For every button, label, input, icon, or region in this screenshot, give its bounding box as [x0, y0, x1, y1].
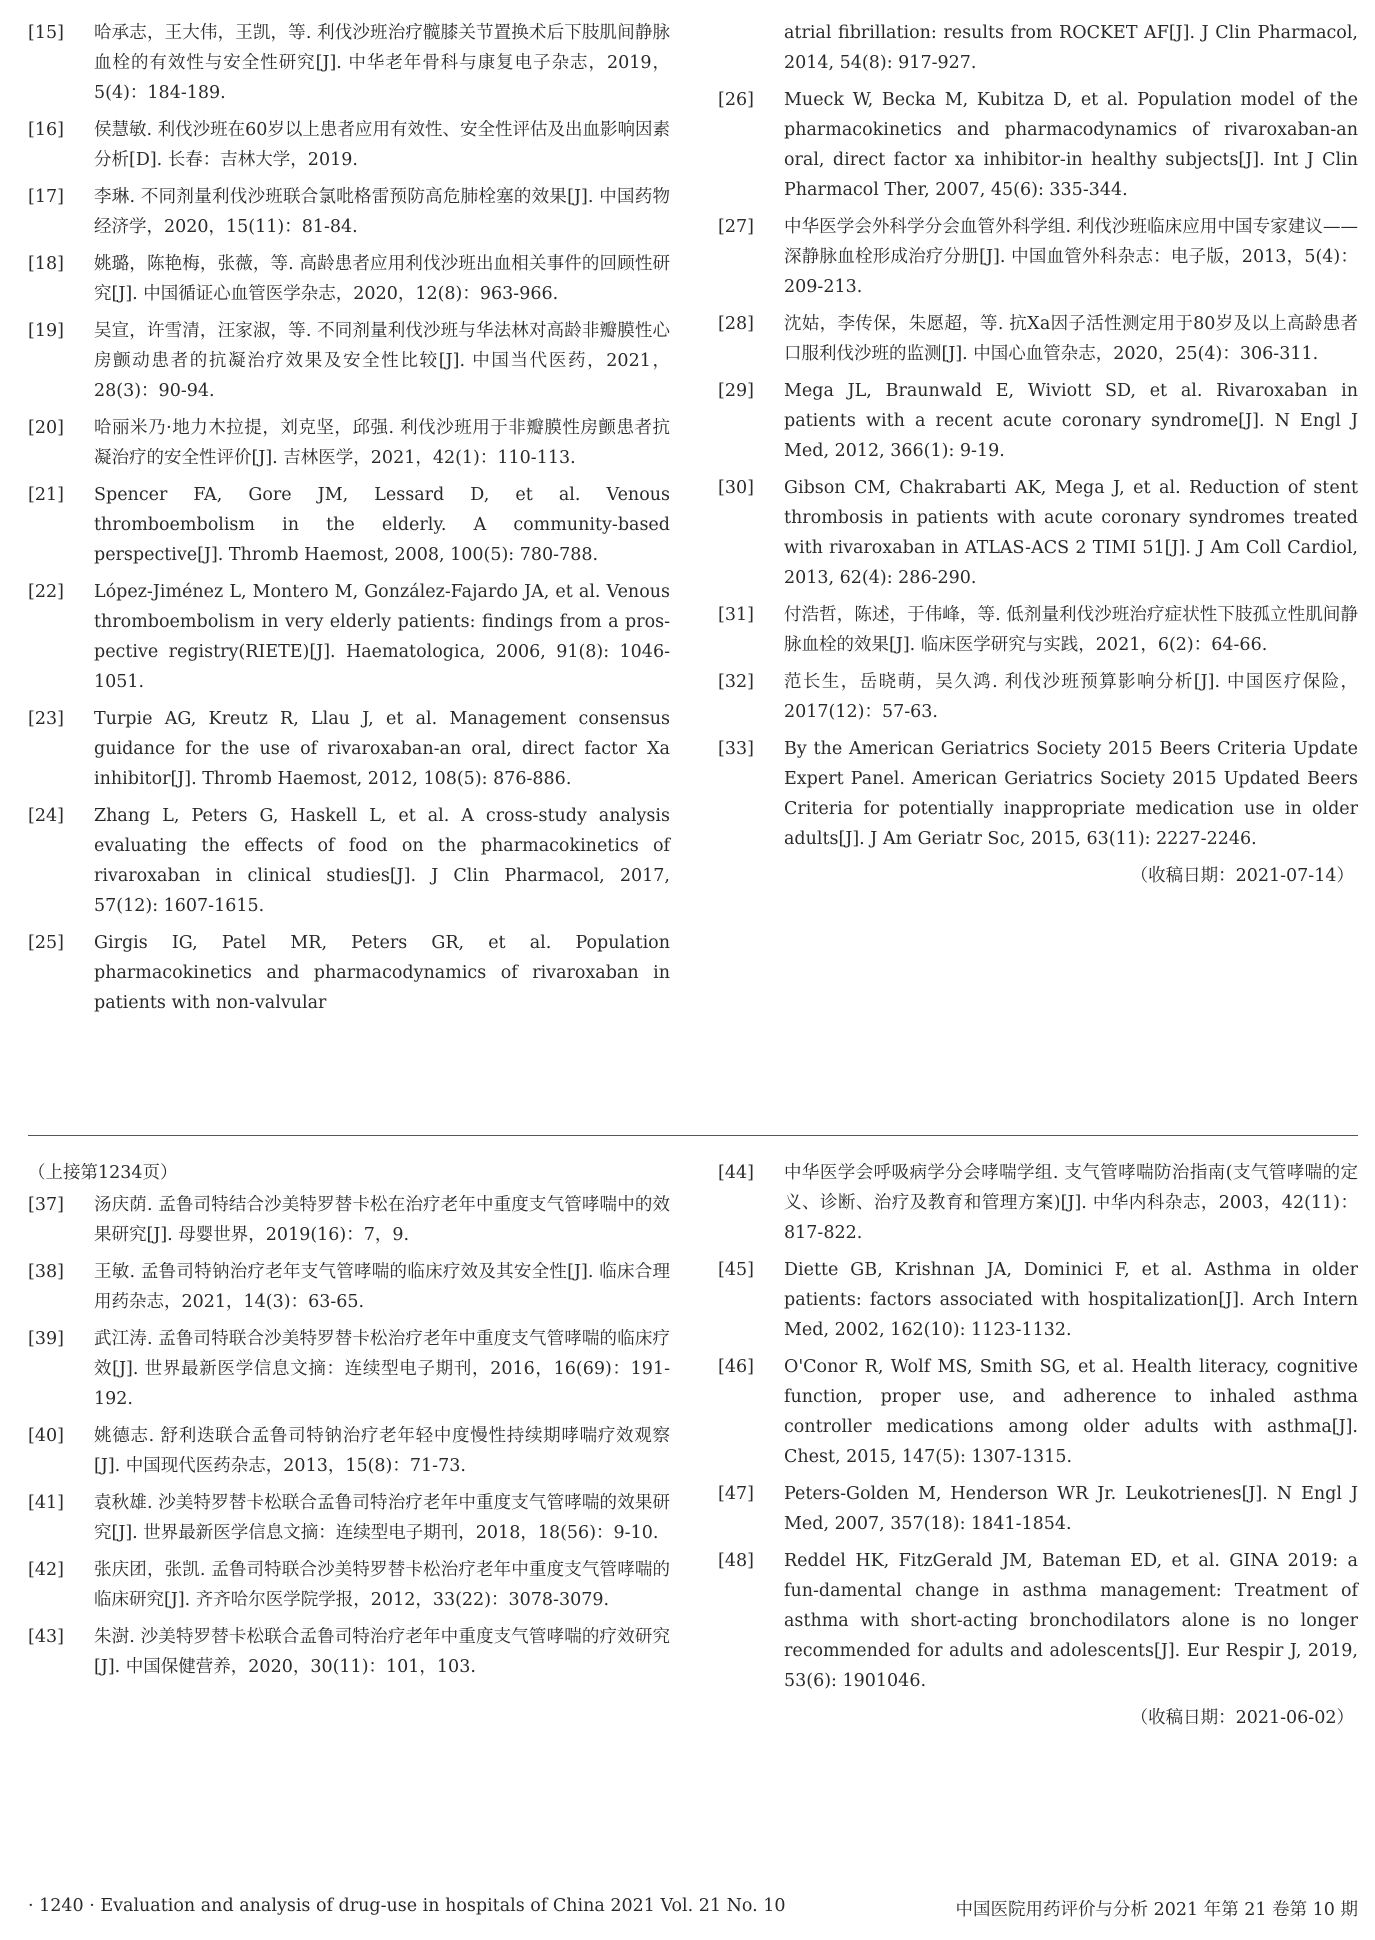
reference-item — [28, 704, 670, 794]
reference-number: [28] — [718, 314, 754, 334]
reference-text: 中华医学会呼吸病学分会哮喘学组. 支气管哮喘防治指南(支气管哮喘的定义、诊断、治疗及教育和管理方案)[J]. 中华内科杂志，2003，42(11)：817-822. — [784, 1163, 1358, 1243]
reference-number: [21] — [28, 485, 64, 505]
reference-item — [28, 115, 670, 175]
reference-text: 哈承志，王大伟，王凯，等. 利伐沙班治疗髋膝关节置换术后下肢肌间静脉血栓的有效性与安全性研究[J]. 中华老年骨科与康复电子杂志，2019，5(4)：184-189. — [94, 23, 670, 103]
reference-number: [15] — [28, 23, 64, 43]
reference-number: [43] — [28, 1627, 64, 1647]
reference-item — [28, 1190, 670, 1250]
reference-text: Mega JL, Braunwald E, Wiviott SD, et al. Rivaroxaban in patients with a recent acute coronary syndrome[J]. N Engl J Med, 2012, 366(1): 9-19. — [784, 381, 1358, 461]
reference-text: 李琳. 不同剂量利伐沙班联合氯吡格雷预防高危肺栓塞的效果[J]. 中国药物经济学，2020，15(11)：81-84. — [94, 187, 670, 237]
reference-item — [718, 1158, 1358, 1248]
reference-text: 王敏. 孟鲁司特钠治疗老年支气管哮喘的临床疗效及其安全性[J]. 临床合理用药杂志，2021，14(3)：63-65. — [94, 1262, 670, 1312]
received-date: （收稿日期：2021-06-02） — [1130, 1708, 1354, 1728]
reference-number: [38] — [28, 1262, 64, 1282]
reference-item — [28, 1324, 670, 1414]
reference-text: Zhang L, Peters G, Haskell L, et al. A cross-study analysis evaluating the effects of food on the pharmacokinetics of rivaroxaban in clinical studies[J]. J Clin Pharmacol, 2017, 57(12): 1607-1615. — [94, 806, 670, 916]
received-date: （收稿日期：2021-07-14） — [1130, 866, 1354, 886]
reference-number: [23] — [28, 709, 64, 729]
reference-text: 汤庆荫. 孟鲁司特结合沙美特罗替卡松在治疗老年中重度支气管哮喘中的效果研究[J]. 母婴世界，2019(16)：7，9. — [94, 1195, 670, 1245]
continued-from-note: （上接第1234页） — [28, 1163, 178, 1183]
reference-item — [28, 413, 670, 473]
reference-number: [26] — [718, 90, 754, 110]
reference-text: Peters-Golden M, Henderson WR Jr. Leukotrienes[J]. N Engl J Med, 2007, 357(18): 1841-1854. — [784, 1484, 1358, 1534]
reference-number: [22] — [28, 582, 64, 602]
reference-number: [41] — [28, 1493, 64, 1513]
page-footer — [28, 1896, 1358, 1921]
reference-text: López-Jiménez L, Montero M, González-Fajardo JA, et al. Venous thromboembolism in very elderly patients: findings from a pros-pective registry(RIETE)[J]. Haematologica, 2006, 91(8): 1046-1051. — [94, 582, 670, 692]
reference-text: 姚璐，陈艳梅，张薇，等. 高龄患者应用利伐沙班出血相关事件的回顾性研究[J]. 中国循证心血管医学杂志，2020，12(8)：963-966. — [94, 254, 670, 304]
reference-number: [47] — [718, 1484, 754, 1504]
reference-number: [44] — [718, 1163, 754, 1183]
reference-item — [28, 480, 670, 570]
reference-text: Girgis IG, Patel MR, Peters GR, et al. Population pharmacokinetics and pharmacodynamics of rivaroxaban in patients with non-valvular — [94, 933, 670, 1013]
reference-number: [40] — [28, 1426, 64, 1446]
reference-item — [28, 316, 670, 406]
reference-number: [27] — [718, 217, 754, 237]
reference-item — [718, 734, 1358, 854]
reference-item — [718, 376, 1358, 466]
reference-item — [718, 600, 1358, 660]
reference-item — [718, 85, 1358, 205]
reference-item — [28, 1555, 670, 1615]
reference-text: 袁秋雄. 沙美特罗替卡松联合孟鲁司特治疗老年中重度支气管哮喘的效果研究[J]. 世界最新医学信息文摘：连续型电子期刊，2018，18(56)：9-10. — [94, 1493, 670, 1543]
reference-text: 付浩哲，陈述，于伟峰，等. 低剂量利伐沙班治疗症状性下肢孤立性肌间静脉血栓的效果[J]. 临床医学研究与实践，2021，6(2)：64-66. — [784, 605, 1358, 655]
reference-item — [28, 1257, 670, 1317]
reference-continuation: atrial fibrillation: results from ROCKET AF[J]. J Clin Pharmacol, 2014, 54(8): 917-927. — [784, 23, 1358, 73]
reference-text: 吴宣，许雪清，汪家淑，等. 不同剂量利伐沙班与华法林对高龄非瓣膜性心房颤动患者的抗凝治疗效果及安全性比较[J]. 中国当代医药，2021，28(3)：90-94. — [94, 321, 670, 401]
reference-item — [28, 801, 670, 921]
reference-text: 中华医学会外科学分会血管外科学组. 利伐沙班临床应用中国专家建议——深静脉血栓形成治疗分册[J]. 中国血管外科杂志：电子版，2013，5(4)：209-213. — [784, 217, 1358, 297]
reference-text: 沈姑，李传保，朱愿超，等. 抗Ⅹa因子活性测定用于80岁及以上高龄患者口服利伐沙班的监测[J]. 中国心血管杂志，2020，25(4)：306-311. — [784, 314, 1358, 364]
reference-text: 哈丽米乃·地力木拉提，刘克坚，邱强. 利伐沙班用于非瓣膜性房颤患者抗凝治疗的安全性评价[J]. 吉林医学，2021，42(1)：110-113. — [94, 418, 670, 468]
reference-item — [718, 1255, 1358, 1345]
reference-number: [17] — [28, 187, 64, 207]
reference-number: [31] — [718, 605, 754, 625]
references-bottom-left — [28, 1158, 670, 1689]
footer-journal-en: · 1240 · Evaluation and analysis of drug-use in hospitals of China 2021 Vol. 21 No. 10 — [28, 1896, 786, 1916]
reference-number: [33] — [718, 739, 754, 759]
reference-text: Reddel HK, FitzGerald JM, Bateman ED, et al. GINA 2019: a fun-damental change in asthma management: Treatment of asthma with short-acting bronchodilators alone is no longer recommended for adults and adolescents[J]. Eur Respir J, 2019, 53(6): 1901046. — [784, 1551, 1358, 1691]
references-top-right — [718, 18, 1358, 891]
references-bottom-right — [718, 1158, 1358, 1733]
reference-item — [718, 212, 1358, 302]
reference-number: [16] — [28, 120, 64, 140]
references-top-left — [28, 18, 670, 1025]
reference-text: Turpie AG, Kreutz R, Llau J, et al. Management consensus guidance for the use of rivaroxaban-an oral, direct factor Xa inhibitor[J]. Thromb Haemost, 2012, 108(5): 876-886. — [94, 709, 670, 789]
reference-item — [28, 928, 670, 1018]
reference-item — [718, 667, 1358, 727]
reference-item — [28, 1421, 670, 1481]
footer-journal-cn: 中国医院用药评价与分析 2021 年第 21 卷第 10 期 — [955, 1900, 1358, 1920]
reference-text: 姚德志. 舒利迭联合孟鲁司特钠治疗老年轻中度慢性持续期哮喘疗效观察[J]. 中国现代医药杂志，2013，15(8)：71-73. — [94, 1426, 670, 1476]
reference-number: [20] — [28, 418, 64, 438]
reference-text: 范长生，岳晓萌，吴久鸿. 利伐沙班预算影响分析[J]. 中国医疗保险，2017(12)：57-63. — [784, 672, 1358, 722]
reference-number: [37] — [28, 1195, 64, 1215]
reference-text: By the American Geriatrics Society 2015 Beers Criteria Update Expert Panel. American Geriatrics Society 2015 Updated Beers Criteria for potentially inappropriate medication use in older adults[J]. J Am Geriatr Soc, 2015, 63(11): 2227-2246. — [784, 739, 1358, 849]
reference-number: [32] — [718, 672, 754, 692]
reference-text: Mueck W, Becka M, Kubitza D, et al. Population model of the pharmacokinetics and pharmacodynamics of rivaroxaban-an oral, direct factor xa inhibitor-in healthy subjects[J]. Int J Clin Pharmacol Ther, 2007, 45(6): 335-344. — [784, 90, 1358, 200]
reference-item — [28, 577, 670, 697]
reference-item — [718, 309, 1358, 369]
reference-number: [46] — [718, 1357, 754, 1377]
reference-text: 朱澍. 沙美特罗替卡松联合孟鲁司特治疗老年中重度支气管哮喘的疗效研究[J]. 中国保健营养，2020，30(11)：101，103. — [94, 1627, 670, 1677]
reference-text: Gibson CM, Chakrabarti AK, Mega J, et al. Reduction of stent thrombosis in patients with acute coronary syndromes treated with rivaroxaban in ATLAS-ACS 2 TIMI 51[J]. J Am Coll Cardiol, 2013, 62(4): 286-290. — [784, 478, 1358, 588]
reference-text: 张庆团，张凯. 孟鲁司特联合沙美特罗替卡松治疗老年中重度支气管哮喘的临床研究[J]. 齐齐哈尔医学院学报，2012，33(22)：3078-3079. — [94, 1560, 670, 1610]
reference-number: [42] — [28, 1560, 64, 1580]
reference-number: [25] — [28, 933, 64, 953]
reference-text: O'Conor R, Wolf MS, Smith SG, et al. Health literacy, cognitive function, proper use, and adherence to inhaled asthma controller medications among older adults with asthma[J]. Chest, 2015, 147(5): 1307-1315. — [784, 1357, 1358, 1467]
reference-number: [19] — [28, 321, 64, 341]
reference-number: [24] — [28, 806, 64, 826]
reference-text: Spencer FA, Gore JM, Lessard D, et al. Venous thromboembolism in the elderly. A community-based perspective[J]. Thromb Haemost, 2008, 100(5): 780-788. — [94, 485, 670, 565]
reference-number: [45] — [718, 1260, 754, 1280]
reference-item — [28, 1488, 670, 1548]
reference-number: [18] — [28, 254, 64, 274]
reference-item — [28, 18, 670, 108]
reference-item — [28, 249, 670, 309]
reference-item — [718, 1546, 1358, 1696]
reference-item — [718, 1479, 1358, 1539]
reference-number: [39] — [28, 1329, 64, 1349]
section-divider — [28, 1135, 1358, 1136]
reference-text: Diette GB, Krishnan JA, Dominici F, et al. Asthma in older patients: factors associated with hospitalization[J]. Arch Intern Med, 2002, 162(10): 1123-1132. — [784, 1260, 1358, 1340]
reference-number: [48] — [718, 1551, 754, 1571]
reference-text: 侯慧敏. 利伐沙班在60岁以上患者应用有效性、安全性评估及出血影响因素分析[D]. 长春：吉林大学，2019. — [94, 120, 670, 170]
reference-text: 武江涛. 孟鲁司特联合沙美特罗替卡松治疗老年中重度支气管哮喘的临床疗效[J]. 世界最新医学信息文摘：连续型电子期刊，2016，16(69)：191-192. — [94, 1329, 670, 1409]
reference-item — [718, 1352, 1358, 1472]
reference-number: [29] — [718, 381, 754, 401]
reference-item — [718, 473, 1358, 593]
reference-number: [30] — [718, 478, 754, 498]
reference-item — [28, 1622, 670, 1682]
reference-item — [28, 182, 670, 242]
